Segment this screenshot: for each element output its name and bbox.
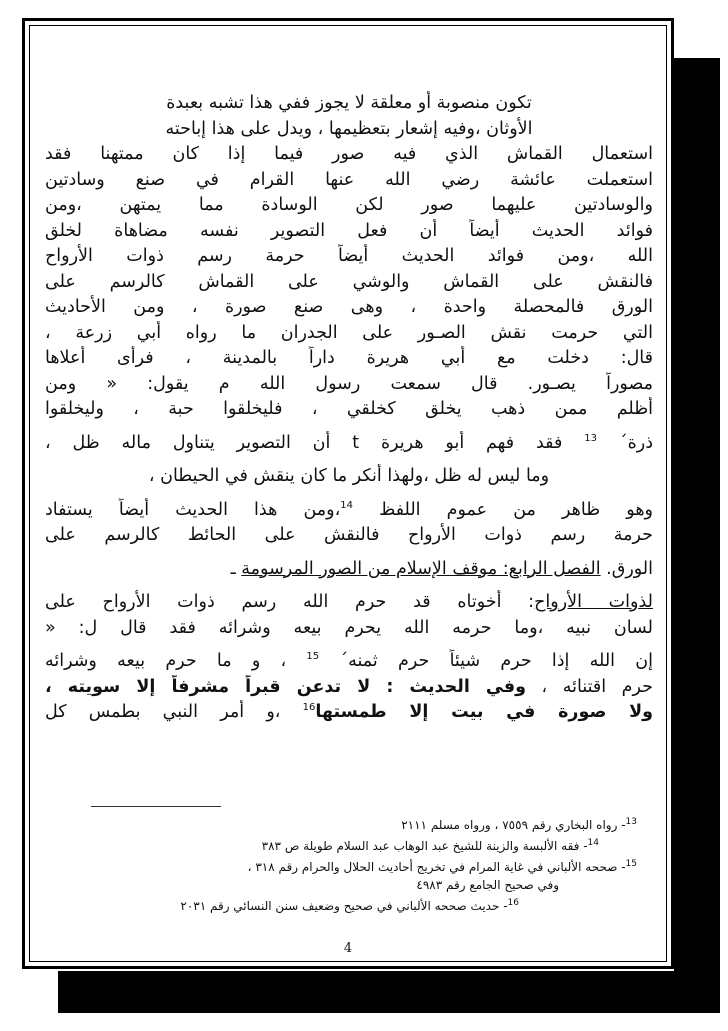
footnote-ref-16[interactable]: 16 [302,702,316,714]
text-line: أظلم ممن ذهب يخلق كخلقي ، فليخلقوا حبة ، وليخلقوا [45,399,653,419]
text-line: الورق فالمحصلة واحدة ، وهى صنع صورة ، ومن الأحاديث [45,297,653,317]
text-line [35,675,663,701]
text-line: لسان نبيه ،وما حرمه الله يحرم بيعه وشرائه فقد قال ل: « [45,617,653,638]
text-line: قال: دخلت مع أبي هريرة داراً بالمدينة ، فرأى أعلاها [45,348,653,368]
hadith-text: وفي الحديث : لا تدعن قبراً مشرفاً إلا سويته ، [45,676,526,697]
footnote-15 [65,855,649,876]
footnote-14 [65,834,649,855]
text-segment: حرم اقتنائه ، [525,676,653,697]
text-line: فالنقش على القماش والوشي على القماش كالرسم على [45,271,653,292]
text-segment: ،و أمر النبي بطمس كل [45,702,303,722]
footnote-text: - حديث صححه الألباني في صحيح وضعيف سنن النسائي رقم ٢٠٣١ [180,899,508,913]
text-line: الأوثان ،وفيه إشعار بتعظيمها ، ويدل على هذا إباحته [165,118,533,139]
page-number: 4 [343,941,353,956]
text-segment: ذرة´ [596,432,653,453]
text-line [35,557,663,583]
footnote-text: - رواه البخاري رقم ٧٥٥٩ ، ورواه مسلم ٢١١١ [401,818,626,832]
footnote-16 [65,894,649,915]
text-segment: : أخوتاه قد حرم الله رسم ذوات الأرواح على [45,592,535,612]
footnote-number: 15 [625,859,637,869]
text-line: الله ،ومن فوائد الحديث أيضاً حرمة رسم ذوات الأرواح [45,246,653,266]
section-heading-continuation: لذوات الأرواح [534,592,653,612]
footnote-text: - فقه الألبسة والزينة للشيخ عبد الوهاب عبد السلام طويلة ص ٣٨٣ [261,839,588,853]
text-line: استعمال القماش الذي فيه صور فيما إذا كان ممتهنا فقد [45,144,653,164]
text-line [35,700,663,726]
footnote-ref-14[interactable]: 14 [340,499,353,511]
text-line [35,431,663,457]
text-segment: ، و ما حرم بيعه وشرائه [45,651,307,671]
text-line: حرمة رسم ذوات الأرواح فالنقش على الحائط كالرسم على [45,525,653,545]
section-heading: الفصل الرابع: موقف الإسلام من الصور المرسومة [241,558,601,579]
footnote-number: 16 [507,898,519,908]
body-text [35,91,663,726]
text-line: مصوراً يصـور. قال سمعت رسول الله م يقول: « ومن [45,373,653,394]
hadith-text: ولا صورة في بيت إلا طمستها [315,702,653,722]
footnotes [65,813,649,915]
footnote-number: 14 [587,838,599,848]
text-line [35,590,663,616]
text-segment: فقد فهم أبو هريرة t أن التصوير يتناول ماله ظل ، [45,432,585,453]
document-page [22,18,674,969]
text-segment: ـ [230,558,242,579]
footnote-15-continued [65,876,649,894]
text-line: والوسادتين عليهما صور لكن الوسادة مما يمتهن ،ومن [45,195,653,215]
text-segment: وهو ظاهر من عموم اللفظ [352,499,653,520]
page-shadow-right [674,58,720,1013]
text-line: تكون منصوبة أو معلقة لا يجوز ففي هذا تشبه بعبدة [166,93,532,113]
text-line: فوائد الحديث أيضاً أن فعل التصوير نفسه مضاهاة لخلق [45,220,653,241]
text-line [35,498,663,524]
footnote-text: وفي صحيح الجامع رقم ٤٩٨٣ [416,878,559,892]
page-shadow-bottom [58,971,720,1013]
footnote-number: 13 [625,817,637,827]
footnote-text: - صححه الألباني في غاية المرام في تخريج أحاديث الحلال والحرام رقم ٣١٨ ، [247,860,626,874]
footnote-13 [65,813,649,834]
footnote-ref-15[interactable]: 15 [306,651,320,663]
text-segment: الورق. [600,558,653,579]
text-line: استعملت عائشة رضي الله عنها القرام في صنع وسادتين [45,169,653,190]
footnote-separator [91,806,221,807]
text-segment: ،ومن هذا الحديث أيضاً يستفاد [45,499,341,520]
text-line: التي حرمت نقش الصـور على الجدران ما رواه أبي زرعة ، [45,322,653,343]
footnote-ref-13[interactable]: 13 [584,432,597,444]
text-line: وما ليس له ظل ،ولهذا أنكر ما كان ينقش في الحيطان ، [148,466,550,486]
text-segment: إن الله إذا حرم شيئاً حرم ثمنه´ [319,651,653,671]
text-line [35,649,663,675]
